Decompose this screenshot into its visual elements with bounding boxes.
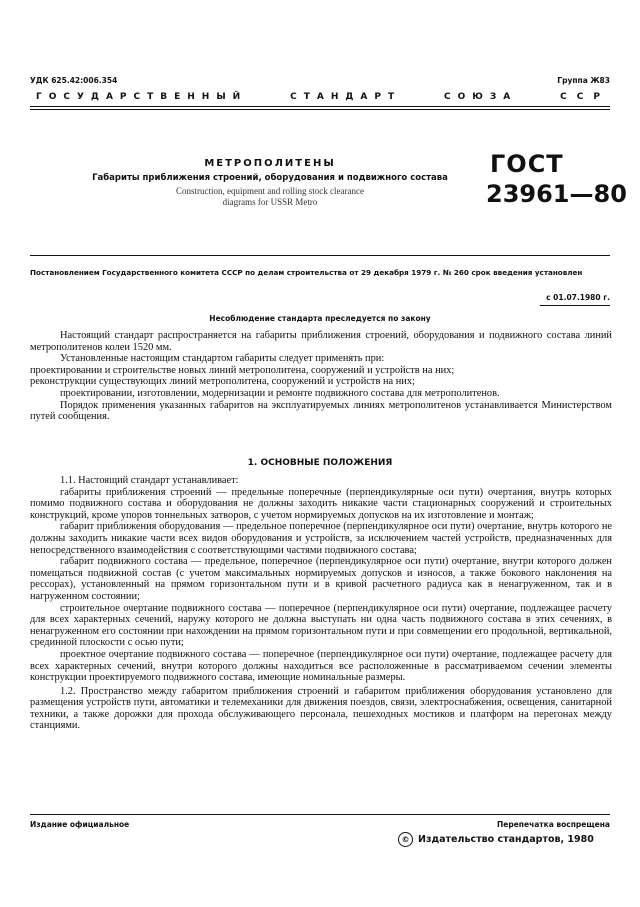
reprint-note: Перепечатка воспрещена [496,820,610,829]
paragraph: габарит приближения оборудования — предельное поперечное (перпендикулярное оси пути) очертание, внутрь которого не должны заходить никакие части всех видов оборудования и устройств, за исключением частей устройств, предназначенных для непосредственного взаимодействия с соответствующими частями подвижного состава; [30,521,612,556]
paragraph: проектировании и строительстве новых линий метрополитена, сооружений и устройств на них; [30,364,455,376]
paragraph: проектное очертание подвижного состава — поперечное (перпендикулярное оси пути) очертание, подлежащее расчету для всех характерных сечений, внутри которого должны находиться все расположенные в рассматриваемом сечении элементы конструкции проектируемого подвижного состава, имеющие номинальные размеры. [30,648,612,684]
copyright-icon: © [398,832,413,847]
paragraph: габариты приближения строений — предельные поперечные (перпендикулярные оси пути) очертания, внутрь которых помимо подвижного состава и оборудования не должны заходить никакие части стационарных сооружений и строительных конструкций, кроме упоров тоннельных затворов, с учетом нормируемых допусков на их изготовление и монтаж; [30,486,612,521]
english-title-line: Construction, equipment and rolling stock clearance [176,186,364,196]
divider [30,106,610,107]
state-standard-banner [36,92,610,102]
gost-label: ГОСТ [490,150,564,178]
introduction-date: с 01.07.1980 г. [546,293,610,302]
paragraph: 1.2. Пространство между габаритом приближения строений и габаритом приближения оборудования установлено для размещения устройств пути, автоматики и телемеханики для движения поездов, связи, электроснабжения, освещения, санитарной техники, а также дорожки для прохода обслуживающего персонала, пешеходных мостиков и платформ на перегонах между станциями. [30,685,612,732]
paragraph: реконструкции существующих линий метрополитена, сооружений и устройств на них; [30,376,415,388]
section-body [30,475,612,732]
document-subtitle: Габариты приближения строений, оборудования и подвижного состава [92,173,448,183]
paragraph: проектировании, изготовлении, модернизации и ремонте подвижного состава для метрополитенов. [60,387,500,399]
decree-text: Постановлением Государственного комитета СССР по делам строительства от 29 декабря 1979 г. № 260 срок введения установлен [30,268,583,277]
udk-code: УДК 625.42:006.354 [30,76,118,85]
english-title-line: diagrams for USSR Metro [222,197,318,207]
english-title [90,186,450,208]
gost-number: 23961—80 [486,180,627,208]
footer-divider [30,814,610,815]
banner-word: ССР [560,92,610,102]
paragraph: Установленные настоящим стандартом габариты следует применять при: [60,353,385,365]
introduction-text [30,330,612,423]
divider [30,109,610,110]
paragraph: Настоящий стандарт распространяется на габариты приближения строений, оборудования и подвижного состава линий метрополитенов колеи 1520 мм. [30,330,612,353]
banner-word: СОЮЗА [444,92,518,102]
publisher-copyright: Издательство стандартов, 1980 [418,834,594,845]
divider [30,255,610,256]
date-underline [540,305,610,306]
banner-word: СТАНДАРТ [290,92,402,102]
group-code: Группа Ж83 [557,76,610,85]
banner-word: ГОСУДАРСТВЕННЫЙ [36,92,248,102]
edition-note: Издание официальное [30,820,130,829]
paragraph: габарит подвижного состава — предельное, поперечное (перпендикулярное оси пути) очертание, внутри которого должен помещаться подвижной состав (с учетом максимальных нормируемых допусков и износов, а также бокового наклонения на рессорах), установленный на прямом горизонтальном пути и в кривой расчетного радиуса как в ненагруженном, так и в нагруженном состоянии; [30,556,612,602]
paragraph: строительное очертание подвижного состава — поперечное (перпендикулярное оси пути) очертание, подлежащее расчету для всех характерных сечений, наружу которого не должна выступать ни одна часть подвижного состава в этих сечениях, в ненагруженном его состоянии при нахождении на прямом горизонтальном пути и при совмещении его продольной, вертикальной, срединной плоскости с осью пути; [30,602,612,649]
paragraph: Порядок применения указанных габаритов на эксплуатируемых линиях метрополитенов устанавливается Министерством путей сообщения. [30,399,612,423]
paragraph: 1.1. Настоящий стандарт устанавливает: [60,475,239,486]
section-heading: 1. ОСНОВНЫЕ ПОЛОЖЕНИЯ [247,458,393,468]
law-notice: Несоблюдение стандарта преследуется по закону [209,314,431,323]
document-title: МЕТРОПОЛИТЕНЫ [204,158,336,169]
